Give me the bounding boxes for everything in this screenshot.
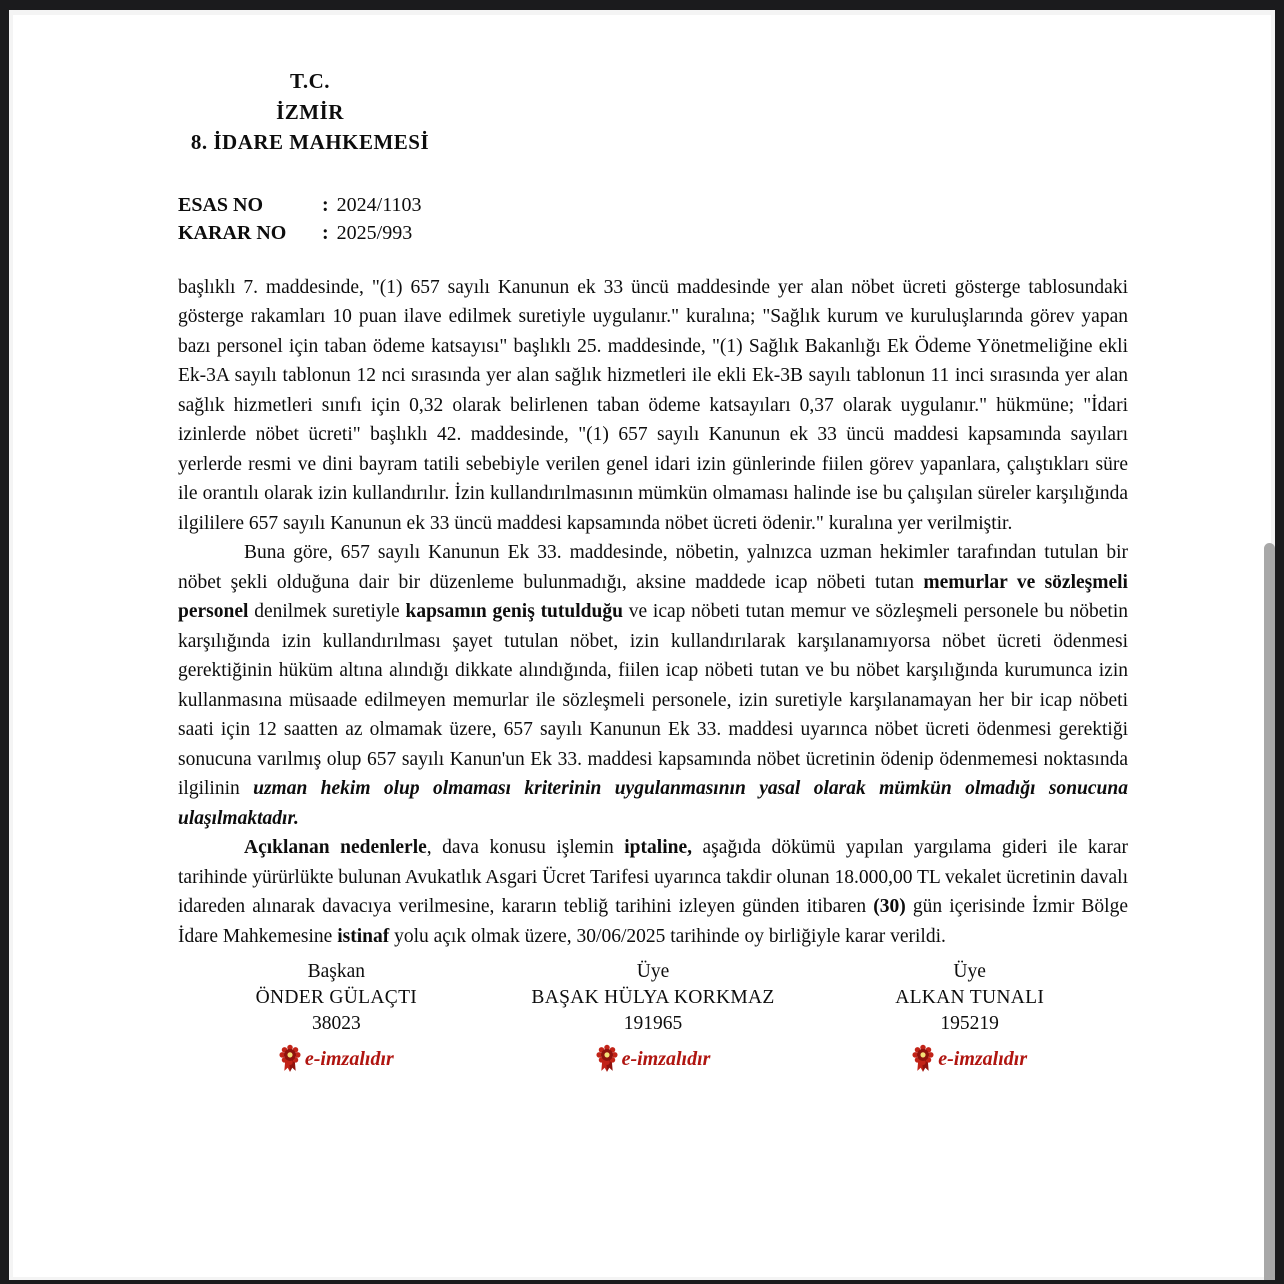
vertical-scrollbar-thumb[interactable] xyxy=(1264,543,1275,1280)
signer-role: Üye xyxy=(636,961,670,982)
signer-role: Üye xyxy=(953,961,986,982)
text-run: Buna göre, 657 sayılı Kanunun Ek 33. maddesinde, nöbetin, yalnızca uzman hekimler tarafından tutulan bir nöbet şekli olduğuna dair bir düzenleme bulunmadığı, aksine maddede icap nöbeti tutan xyxy=(178,542,1128,593)
text-run: denilmek suretiyle xyxy=(248,601,406,622)
text-run: memurlar ve sözleşmeli personel xyxy=(178,571,1128,622)
signer-role: Başkan xyxy=(307,961,366,982)
signer-registry-no: 195219 xyxy=(940,1013,999,1034)
text-run: başlıklı 7. maddesinde, "(1) 657 sayılı Kanunun ek 33 üncü maddesinde yer alan nöbet ücreti gösterge tablosundaki gösterge rakamları 10 puan ilave edilmek suretiyle uygulanır." kuralına; "Sağlık kurum ve kuruluşlarında görev yapan bazı personel için taban ödeme katsayısı" başlıklı 25. maddesinde, "(1) Sağlık Bakanlığı Ek Ödeme Yönetmeliğine ekli Ek-3A sayılı tablonun 12 nci sırasında yer alan sağlık hizmetleri ile ekli Ek-3B sayılı tablonun 11 inci sırasında yer alan sağlık hizmetleri sınıfı için 0,32 olarak belirlenen taban ödeme katsayıları 0,37 olarak uygulanır." hükmüne; "İdari izinlerde nöbet ücreti" başlıklı 42. maddesinde, "(1) 657 sayılı Kanunun ek 33 üncü maddesi kapsamında sayıları yerlerde resmi ve dini bayram tatili sebebiyle verilen genel idari izin günlerinde fiilen görev yapanlara, çalıştıkları süre ile orantılı olarak izin kullandırılır. İzin kullandırılmasının mümkün olmaması halinde ise bu çalışılan süreler karşılığında ilgililere 657 sayılı Kanunun ek 33 üncü maddesi kapsamında nöbet ücreti ödenir." kuralına yer verilmiştir. xyxy=(178,276,1128,534)
paragraph-1 xyxy=(178,273,1128,539)
case-row-2 xyxy=(178,219,1128,247)
text-run: , dava konusu işlemin xyxy=(426,837,625,858)
text-run: aşağıda dökümü yapılan yargılama gideri ile karar tarihinde yürürlükte bulunan Avukatlık Asgari Ücret Tarifesi uyarınca takdir olunan 18.000,00 TL vekalet ücretinin davalı idareden alınarak davacıya verilmesine, kararın tebliğ tarihini izleyen günden itibaren xyxy=(178,837,1128,917)
paragraph-2 xyxy=(178,538,1128,833)
e-seal-icon xyxy=(912,1044,934,1074)
signature-3 xyxy=(811,959,1128,1074)
header-country: T.C. xyxy=(289,69,331,93)
text-run: istinaf xyxy=(337,925,390,947)
signer-registry-no: 191965 xyxy=(623,1013,683,1034)
text-run: Açıklanan nedenlerle xyxy=(244,837,427,858)
signature-block xyxy=(178,959,1128,1074)
text-run: (30) xyxy=(873,896,906,917)
page-margin xyxy=(9,10,1275,1280)
text-run: gün içerisinde İzmir Bölge İdare Mahkemesine xyxy=(178,896,1129,947)
signature-2 xyxy=(495,959,812,1074)
esign-row xyxy=(178,1044,495,1074)
text-run: uzman hekim olup olmaması kriterinin uygulanmasının yasal olarak mümkün olmadığı sonucuna ulaşılmaktadır. xyxy=(178,778,1128,829)
case-info xyxy=(178,191,1128,247)
header-city: İZMİR xyxy=(276,99,344,124)
esign-label: e-imzalıdır xyxy=(938,1048,1028,1070)
signer-name: ALKAN TUNALI xyxy=(895,987,1045,1008)
text-run: kapsamın geniş tutulduğu xyxy=(405,601,623,622)
signer-name: BAŞAK HÜLYA KORKMAZ xyxy=(531,987,775,1008)
case-colon: : xyxy=(322,221,329,244)
esign-row xyxy=(495,1044,812,1074)
case-row-1 xyxy=(178,191,1128,219)
esign-row xyxy=(811,1044,1128,1074)
signature-1 xyxy=(178,959,495,1074)
decision-body xyxy=(178,273,1128,952)
esign-label: e-imzalıdır xyxy=(621,1048,711,1070)
signer-registry-no: 38023 xyxy=(311,1013,361,1034)
text-run: iptaline, xyxy=(624,837,692,858)
case-value: 2025/993 xyxy=(336,221,413,244)
header-court: 8. İDARE MAHKEMESİ xyxy=(190,130,430,154)
e-seal-icon xyxy=(596,1044,618,1074)
text-run: ve icap nöbeti tutan memur ve sözleşmeli personele bu nöbetin karşılığında izin kullandırılması şayet tutulan nöbet, izin kullandırılarak karşılanamıyorsa nöbet ücreti ödenmesi gerektiğinin hüküm altına alındığı dikkate alındığında, fiilen icap nöbeti tutan ve bu nöbet karşılığında kurumunca izin kullanmasına müsaade edilmeyen memurlar ile sözleşmeli personele, izin suretiyle karşılanamayan her bir icap nöbeti saati için 12 saatten az olmamak üzere, 657 sayılı Kanunun Ek 33. maddesi uyarınca nöbet ücreti ödenmesi gerektiği sonucuna varılmış olup 657 sayılı Kanun'un Ek 33. maddesi kapsamında nöbet ücretinin ödenip ödenmemesi noktasında ilgilinin xyxy=(178,601,1128,799)
case-label: ESAS NO xyxy=(178,193,264,216)
paragraph-3 xyxy=(178,833,1128,951)
case-value: 2024/1103 xyxy=(336,193,422,216)
case-label: KARAR NO xyxy=(178,221,287,244)
document-content xyxy=(178,15,1128,1074)
e-seal-icon xyxy=(279,1044,301,1074)
esign-label: e-imzalıdır xyxy=(304,1048,394,1070)
case-colon: : xyxy=(322,193,329,216)
signer-name: ÖNDER GÜLAÇTI xyxy=(255,987,418,1008)
court-header xyxy=(178,66,442,158)
text-run: yolu açık olmak üzere, 30/06/2025 tarihinde oy birliğiyle karar verildi. xyxy=(389,925,946,947)
document-page xyxy=(13,15,1271,1277)
